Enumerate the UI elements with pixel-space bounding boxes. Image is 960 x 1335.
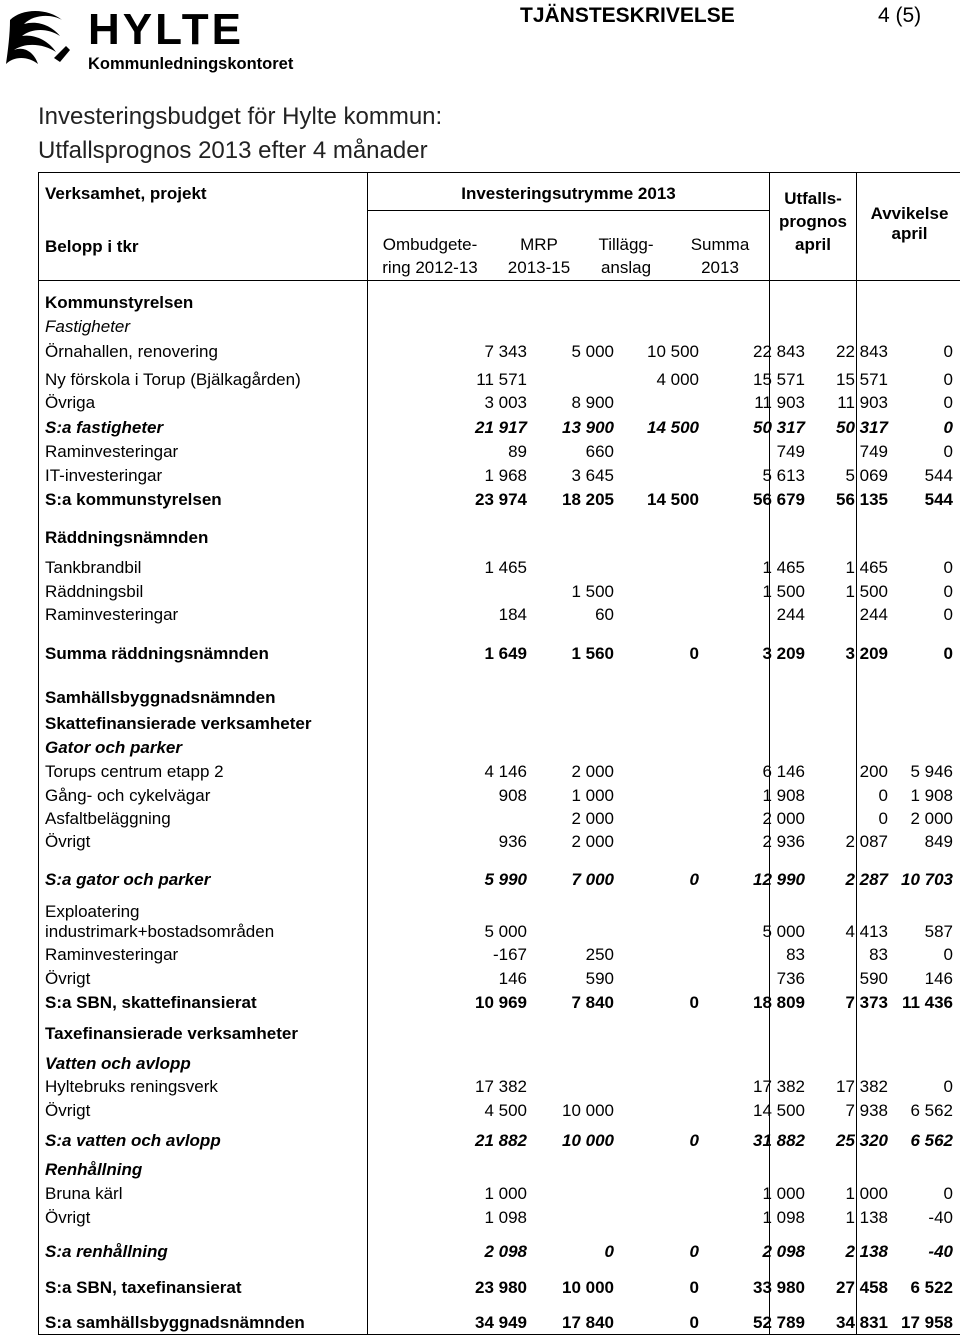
row-value: 10 000 bbox=[562, 1278, 614, 1297]
row-label: industrimark+bostadsområden bbox=[45, 922, 275, 941]
row-value: 4 413 bbox=[845, 922, 888, 941]
row-value: 250 bbox=[585, 945, 614, 964]
row-value: 7 000 bbox=[571, 870, 614, 889]
row-value: 4 500 bbox=[484, 1101, 527, 1120]
row-value: 749 bbox=[859, 442, 888, 461]
row-value: 2 087 bbox=[845, 832, 888, 851]
table-row bbox=[38, 466, 960, 486]
row-value: 13 900 bbox=[562, 418, 614, 437]
row-value: 2 287 bbox=[845, 870, 888, 889]
row-label: Renhållning bbox=[45, 1160, 143, 1179]
row-value: 50 317 bbox=[836, 418, 888, 437]
header-amount-unit: Belopp i tkr bbox=[45, 237, 139, 256]
header-forecast-1: Utfalls- bbox=[784, 189, 842, 208]
header-investment-space: Investeringsutrymme 2013 bbox=[461, 184, 676, 203]
row-value: 936 bbox=[498, 832, 527, 851]
table-row bbox=[38, 786, 960, 806]
row-value: 18 205 bbox=[562, 490, 614, 509]
table-row bbox=[38, 1024, 960, 1044]
row-value: 1 908 bbox=[762, 786, 805, 805]
row-value: 6 562 bbox=[910, 1101, 953, 1120]
table-row bbox=[38, 293, 960, 313]
row-value: 83 bbox=[786, 945, 805, 964]
row-value: 590 bbox=[585, 969, 614, 988]
table-row bbox=[38, 870, 960, 890]
row-value: 7 840 bbox=[571, 993, 614, 1012]
row-value: 11 436 bbox=[901, 993, 953, 1012]
row-value: 10 000 bbox=[562, 1101, 614, 1120]
row-value: 23 974 bbox=[475, 490, 527, 509]
row-value: 0 bbox=[943, 442, 953, 461]
row-value: 0 bbox=[943, 1077, 953, 1096]
row-value: 27 458 bbox=[836, 1278, 888, 1297]
table-row bbox=[38, 809, 960, 829]
row-value: 1 098 bbox=[484, 1208, 527, 1227]
row-label: Asfaltbeläggning bbox=[45, 809, 171, 828]
row-value: 0 bbox=[689, 644, 699, 663]
row-value: 3 645 bbox=[571, 466, 614, 485]
row-value: 10 969 bbox=[475, 993, 527, 1012]
table-row bbox=[38, 1184, 960, 1204]
row-label: S:a kommunstyrelsen bbox=[45, 490, 222, 509]
row-value: 17 840 bbox=[562, 1313, 614, 1332]
row-value: 7 938 bbox=[845, 1101, 888, 1120]
row-value: 1 000 bbox=[571, 786, 614, 805]
row-value: 5 946 bbox=[910, 762, 953, 781]
row-value: 34 949 bbox=[475, 1313, 527, 1332]
row-value: 0 bbox=[689, 870, 699, 889]
row-value: 1 968 bbox=[484, 466, 527, 485]
row-value: 0 bbox=[689, 1313, 699, 1332]
header-addition-2: anslag bbox=[600, 258, 652, 277]
row-value: 21 882 bbox=[475, 1131, 527, 1150]
table-row bbox=[38, 1160, 960, 1180]
row-label: Övrigt bbox=[45, 1101, 91, 1120]
row-value: 0 bbox=[943, 582, 953, 601]
row-value: 908 bbox=[498, 786, 527, 805]
row-value: 2 098 bbox=[762, 1242, 805, 1261]
header-forecast-3: april bbox=[795, 235, 831, 254]
row-value: 2 000 bbox=[571, 832, 614, 851]
row-value: 5 000 bbox=[484, 922, 527, 941]
row-value: 1 138 bbox=[845, 1208, 888, 1227]
row-label: IT-investeringar bbox=[45, 466, 163, 485]
row-label: Hyltebruks reningsverk bbox=[45, 1077, 218, 1096]
row-value: 660 bbox=[585, 442, 614, 461]
row-value: 544 bbox=[924, 490, 953, 509]
row-value: 7 343 bbox=[484, 342, 527, 361]
row-label: Bruna kärl bbox=[45, 1184, 123, 1203]
row-value: 50 317 bbox=[753, 418, 805, 437]
row-label: S:a gator och parker bbox=[45, 870, 211, 889]
row-value: 10 703 bbox=[901, 870, 953, 889]
row-value: 1 465 bbox=[762, 558, 805, 577]
table-row bbox=[38, 945, 960, 965]
row-value: 22 843 bbox=[753, 342, 805, 361]
row-value: 22 843 bbox=[836, 342, 888, 361]
table-row bbox=[38, 393, 960, 413]
row-value: 15 571 bbox=[836, 370, 888, 389]
logo-subtitle: Kommunledningskontoret bbox=[88, 55, 294, 73]
header-activity: Verksamhet, projekt bbox=[45, 184, 207, 203]
row-label: Fastigheter bbox=[45, 317, 131, 336]
header-deviation-1: Avvikelse bbox=[870, 204, 949, 223]
row-value: 544 bbox=[924, 466, 953, 485]
row-value: 34 831 bbox=[836, 1313, 888, 1332]
table-row bbox=[38, 1077, 960, 1097]
page-title-line-1: Investeringsbudget för Hylte kommun: bbox=[38, 103, 443, 130]
row-value: 590 bbox=[859, 969, 888, 988]
row-value: 1 000 bbox=[845, 1184, 888, 1203]
row-value: -40 bbox=[928, 1208, 953, 1227]
table-row bbox=[38, 1242, 960, 1262]
row-label: S:a SBN, skattefinansierat bbox=[45, 993, 257, 1012]
table-row bbox=[38, 558, 960, 578]
row-value: 14 500 bbox=[647, 490, 699, 509]
row-value: 14 500 bbox=[753, 1101, 805, 1120]
row-value: 5 069 bbox=[845, 466, 888, 485]
row-value: 11 903 bbox=[754, 393, 805, 412]
row-value: 2 098 bbox=[484, 1242, 527, 1261]
row-value: 11 903 bbox=[837, 393, 888, 412]
row-label: Exploatering bbox=[45, 902, 140, 921]
table-row bbox=[38, 902, 960, 922]
row-value: 1 000 bbox=[484, 1184, 527, 1203]
header-group-divider bbox=[367, 210, 770, 211]
row-value: 23 980 bbox=[475, 1278, 527, 1297]
row-value: 2 138 bbox=[845, 1242, 888, 1261]
row-value: 184 bbox=[498, 605, 527, 624]
header-mrp-1: MRP bbox=[520, 235, 558, 254]
header-deviation-2: april bbox=[891, 224, 928, 243]
table-row bbox=[38, 969, 960, 989]
header-mrp-2: 2013-15 bbox=[507, 258, 571, 277]
row-value: 25 320 bbox=[836, 1131, 888, 1150]
row-value: 0 bbox=[878, 786, 888, 805]
row-value: 5 000 bbox=[762, 922, 805, 941]
row-label: Kommunstyrelsen bbox=[45, 293, 194, 312]
row-label: Raminvesteringar bbox=[45, 605, 179, 624]
row-value: 83 bbox=[869, 945, 888, 964]
row-label: Vatten och avlopp bbox=[45, 1054, 191, 1073]
row-label: Samhällsbyggnadsnämnden bbox=[45, 688, 276, 707]
row-value: 0 bbox=[689, 1278, 699, 1297]
table-row bbox=[38, 762, 960, 782]
row-label: Raminvesteringar bbox=[45, 442, 179, 461]
row-value: 1 465 bbox=[484, 558, 527, 577]
table-row bbox=[38, 832, 960, 852]
row-label: S:a renhållning bbox=[45, 1242, 168, 1261]
row-label: S:a samhällsbyggnadsnämnden bbox=[45, 1313, 305, 1332]
page-title-line-2: Utfallsprognos 2013 efter 4 månader bbox=[38, 137, 428, 164]
row-label: Summa räddningsnämnden bbox=[45, 644, 269, 663]
row-label: Övrigt bbox=[45, 1208, 91, 1227]
row-label: Tankbrandbil bbox=[45, 558, 142, 577]
row-label: S:a SBN, taxefinansierat bbox=[45, 1278, 242, 1297]
row-value: 6 146 bbox=[762, 762, 805, 781]
row-label: Raminvesteringar bbox=[45, 945, 179, 964]
row-label: Taxefinansierade verksamheter bbox=[45, 1024, 298, 1043]
row-value: 0 bbox=[689, 1242, 699, 1261]
row-value: 1 465 bbox=[845, 558, 888, 577]
row-value: 4 146 bbox=[484, 762, 527, 781]
row-value: 17 382 bbox=[753, 1077, 805, 1096]
row-value: 244 bbox=[776, 605, 805, 624]
document-type: TJÄNSTESKRIVELSE bbox=[520, 4, 735, 27]
row-label: S:a fastigheter bbox=[45, 418, 164, 437]
row-value: 0 bbox=[689, 993, 699, 1012]
row-value: 17 382 bbox=[836, 1077, 888, 1096]
investment-table bbox=[38, 172, 960, 1335]
row-value: 11 571 bbox=[476, 370, 527, 389]
row-value: 1 500 bbox=[571, 582, 614, 601]
row-value: 6 562 bbox=[910, 1131, 953, 1150]
table-row bbox=[38, 490, 960, 510]
row-label: Övrigt bbox=[45, 832, 91, 851]
row-value: 17 958 bbox=[901, 1313, 953, 1332]
row-value: 5 990 bbox=[484, 870, 527, 889]
row-label: Övrigt bbox=[45, 969, 91, 988]
table-row bbox=[38, 1054, 960, 1074]
row-value: 0 bbox=[943, 945, 953, 964]
table-row bbox=[38, 1131, 960, 1151]
row-value: 0 bbox=[943, 393, 953, 412]
row-label: Gator och parker bbox=[45, 738, 182, 757]
hylte-logo bbox=[4, 6, 324, 74]
row-value: 31 882 bbox=[753, 1131, 805, 1150]
header-rebudget-2: ring 2012-13 bbox=[382, 258, 478, 277]
row-value: 52 789 bbox=[753, 1313, 805, 1332]
table-row bbox=[38, 1278, 960, 1298]
row-label: Gång- och cykelvägar bbox=[45, 786, 211, 805]
row-value: 0 bbox=[689, 1131, 699, 1150]
table-border-top bbox=[38, 172, 960, 173]
row-label: Räddningsnämnden bbox=[45, 528, 209, 547]
row-value: 3 209 bbox=[762, 644, 805, 663]
table-row bbox=[38, 644, 960, 664]
row-label: Räddningsbil bbox=[45, 582, 144, 601]
row-value: 849 bbox=[924, 832, 953, 851]
row-label: Torups centrum etapp 2 bbox=[45, 762, 224, 781]
row-value: 0 bbox=[943, 644, 953, 663]
row-value: 2 000 bbox=[571, 762, 614, 781]
row-value: 1 649 bbox=[484, 644, 527, 663]
table-row bbox=[38, 1208, 960, 1228]
row-value: 1 000 bbox=[762, 1184, 805, 1203]
row-value: 0 bbox=[943, 558, 953, 577]
row-label: Skattefinansierade verksamheter bbox=[45, 714, 312, 733]
table-row bbox=[38, 1101, 960, 1121]
row-value: 587 bbox=[924, 922, 953, 941]
row-value: 7 373 bbox=[845, 993, 888, 1012]
row-value: 2 936 bbox=[762, 832, 805, 851]
table-row bbox=[38, 738, 960, 758]
row-value: 6 522 bbox=[910, 1278, 953, 1297]
row-value: 1 098 bbox=[762, 1208, 805, 1227]
row-value: 146 bbox=[924, 969, 953, 988]
row-label: Örnahallen, renovering bbox=[45, 342, 218, 361]
table-row bbox=[38, 442, 960, 462]
row-value: 2 000 bbox=[762, 809, 805, 828]
header-sum-2: 2013 bbox=[701, 258, 739, 277]
row-value: 89 bbox=[508, 442, 527, 461]
row-value: 4 000 bbox=[656, 370, 699, 389]
row-value: 0 bbox=[878, 809, 888, 828]
table-row bbox=[38, 1313, 960, 1333]
table-row bbox=[38, 418, 960, 438]
table-row bbox=[38, 688, 960, 708]
row-value: 33 980 bbox=[753, 1278, 805, 1297]
row-value: 3 003 bbox=[484, 393, 527, 412]
header-rebudget-1: Ombudgete- bbox=[382, 235, 478, 254]
header-bottom-border bbox=[38, 280, 960, 281]
row-value: 2 000 bbox=[910, 809, 953, 828]
row-value: 146 bbox=[498, 969, 527, 988]
row-value: 0 bbox=[604, 1242, 614, 1261]
row-value: 200 bbox=[859, 762, 888, 781]
row-value: 14 500 bbox=[647, 418, 699, 437]
row-value: 736 bbox=[776, 969, 805, 988]
table-row bbox=[38, 582, 960, 602]
header-sum-1: Summa bbox=[690, 235, 750, 254]
row-value: 1 500 bbox=[762, 582, 805, 601]
row-value: 1 560 bbox=[571, 644, 614, 663]
page-number: 4 (5) bbox=[878, 4, 922, 27]
row-value: -40 bbox=[928, 1242, 953, 1261]
row-value: 21 917 bbox=[475, 418, 527, 437]
row-value: 18 809 bbox=[753, 993, 805, 1012]
row-value: 12 990 bbox=[753, 870, 805, 889]
row-value: 749 bbox=[776, 442, 805, 461]
header-addition-1: Tillägg- bbox=[598, 235, 654, 254]
row-value: 5 613 bbox=[762, 466, 805, 485]
row-value: 0 bbox=[943, 605, 953, 624]
row-value: 15 571 bbox=[753, 370, 805, 389]
row-value: 0 bbox=[943, 1184, 953, 1203]
row-value: 2 000 bbox=[571, 809, 614, 828]
row-label: Ny förskola i Torup (Bjälkagården) bbox=[45, 370, 301, 389]
row-value: 56 679 bbox=[753, 490, 805, 509]
table-row bbox=[38, 370, 960, 390]
row-label: Övriga bbox=[45, 393, 96, 412]
row-value: 10 000 bbox=[562, 1131, 614, 1150]
row-label: S:a vatten och avlopp bbox=[45, 1131, 221, 1150]
table-row bbox=[38, 993, 960, 1013]
table-row bbox=[38, 342, 960, 362]
header-forecast-2: prognos bbox=[779, 212, 847, 231]
row-value: 1 908 bbox=[910, 786, 953, 805]
row-value: 56 135 bbox=[836, 490, 888, 509]
row-value: 0 bbox=[943, 370, 953, 389]
table-row bbox=[38, 528, 960, 548]
table-row bbox=[38, 922, 960, 942]
row-value: 1 500 bbox=[845, 582, 888, 601]
row-value: 8 900 bbox=[571, 393, 614, 412]
row-value: 0 bbox=[943, 342, 953, 361]
row-value: 3 209 bbox=[845, 644, 888, 663]
table-row bbox=[38, 317, 960, 337]
row-value: 244 bbox=[859, 605, 888, 624]
row-value: 5 000 bbox=[571, 342, 614, 361]
row-value: 10 500 bbox=[647, 342, 699, 361]
table-row bbox=[38, 605, 960, 625]
logo-wordmark: HYLTE bbox=[88, 6, 244, 54]
row-value: 17 382 bbox=[475, 1077, 527, 1096]
row-value: -167 bbox=[492, 945, 527, 964]
table-row bbox=[38, 714, 960, 734]
heron-emblem-icon bbox=[6, 11, 70, 64]
row-value: 0 bbox=[943, 418, 953, 437]
row-value: 60 bbox=[595, 605, 614, 624]
